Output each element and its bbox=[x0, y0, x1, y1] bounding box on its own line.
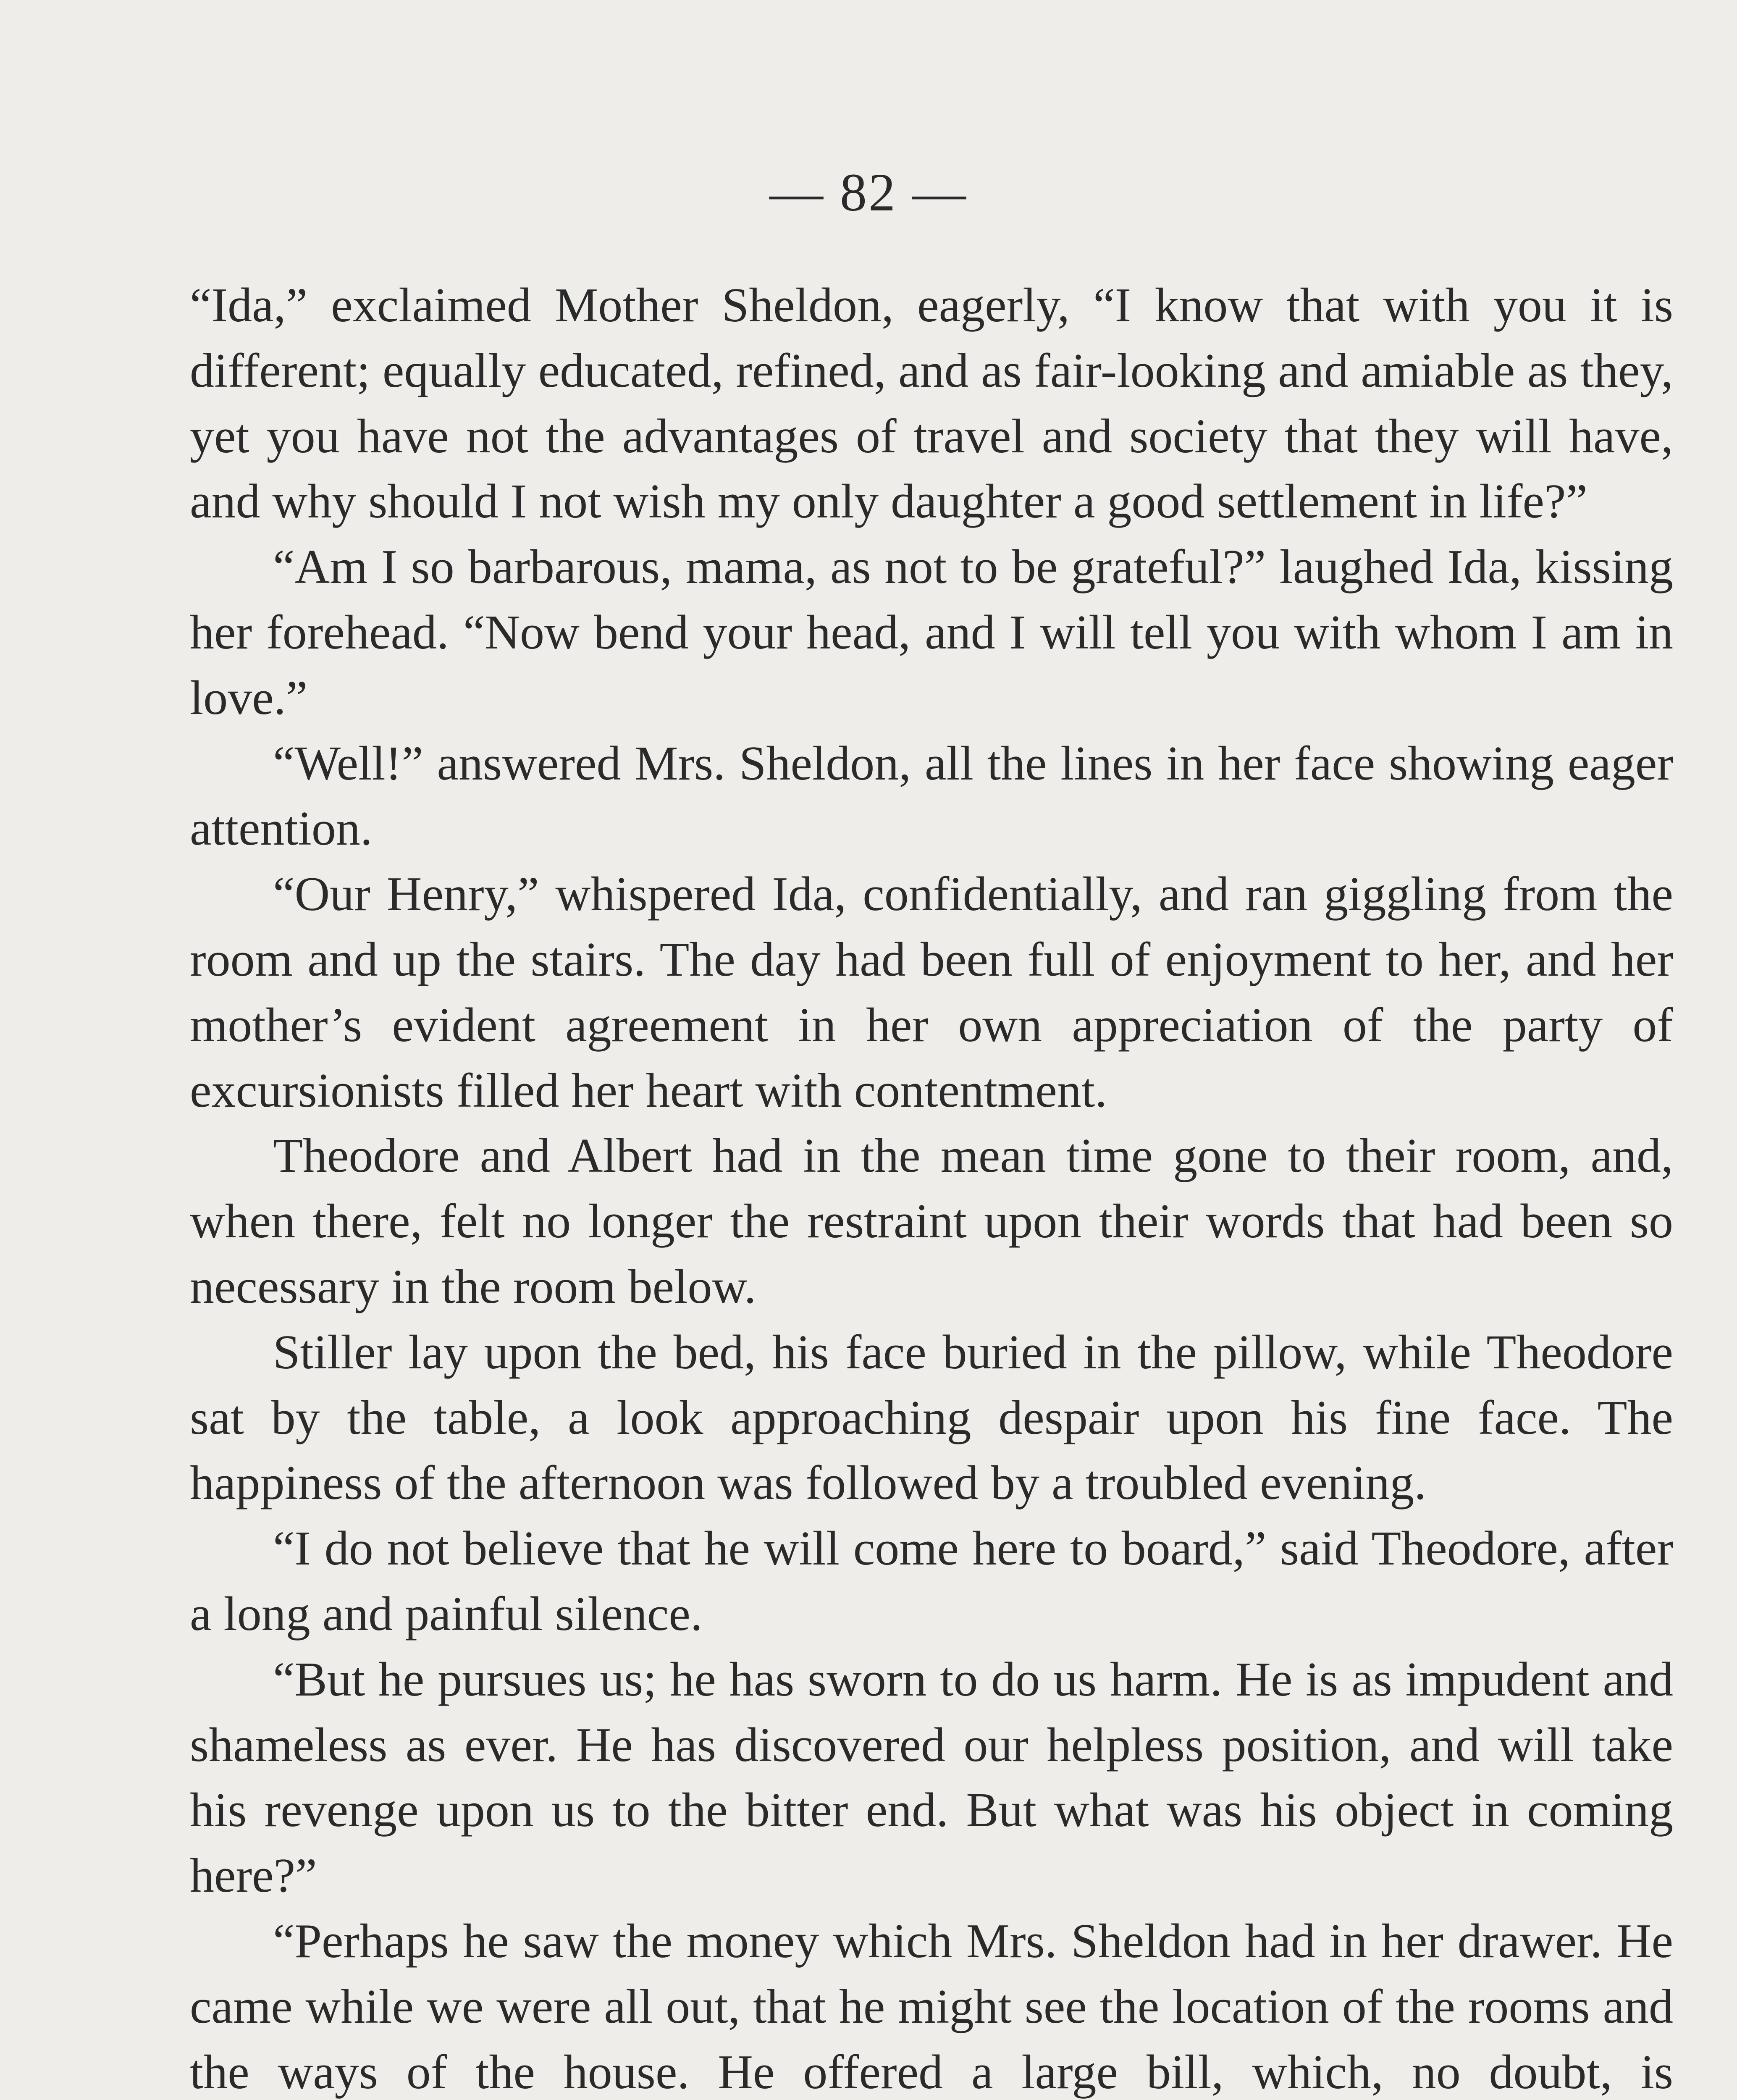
paragraph: “I do not believe that he will come here to board,” said Theodore, after a long and painful silence. bbox=[190, 1522, 1673, 1641]
body-text bbox=[190, 273, 1673, 2100]
paragraph: “Perhaps he saw the money which Mrs. Sheldon had in her drawer. He came while we were all out, that he might see the location of the rooms and the ways of the house. He offered a large bill, which, no doubt, is bbox=[190, 1914, 1673, 2099]
page-number: — 82 — bbox=[769, 163, 968, 222]
paragraph: Theodore and Albert had in the mean time gone to their room, and, when there, felt no longer the restraint upon their words that had been so necessary in the room below. bbox=[190, 1129, 1673, 1314]
paragraph: “Well!” answered Mrs. Sheldon, all the lines in her face showing eager attention. bbox=[190, 736, 1673, 856]
paragraph: Stiller lay upon the bed, his face buried in the pillow, while Theodore sat by the table, a look approaching despair upon his fine face. The happiness of the afternoon was followed by a troubled evening. bbox=[190, 1325, 1673, 1510]
paragraph: “Our Henry,” whispered Ida, confidentially, and ran giggling from the room and up the stairs. The day had been full of enjoyment to her, and her mother’s evident agreement in her own appreciation of the party of excursionists filled her heart with contentment. bbox=[190, 867, 1673, 1118]
paragraph: “Am I so barbarous, mama, as not to be grateful?” laughed Ida, kissing her forehead. “Now bend your head, and I will tell you with whom I am in love.” bbox=[190, 540, 1673, 725]
paragraph: “Ida,” exclaimed Mother Sheldon, eagerly, “I know that with you it is different; equally educated, refined, and as fair-looking and amiable as they, yet you have not the advantages of travel and society that they will have, and why should I not wish my only daughter a good settlement in life?” bbox=[190, 278, 1673, 529]
paragraph: “But he pursues us; he has sworn to do us harm. He is as impudent and shameless as ever. He has discovered our helpless position, and will take his revenge upon us to the bitter end. But what was his object in coming here?” bbox=[190, 1652, 1673, 1903]
